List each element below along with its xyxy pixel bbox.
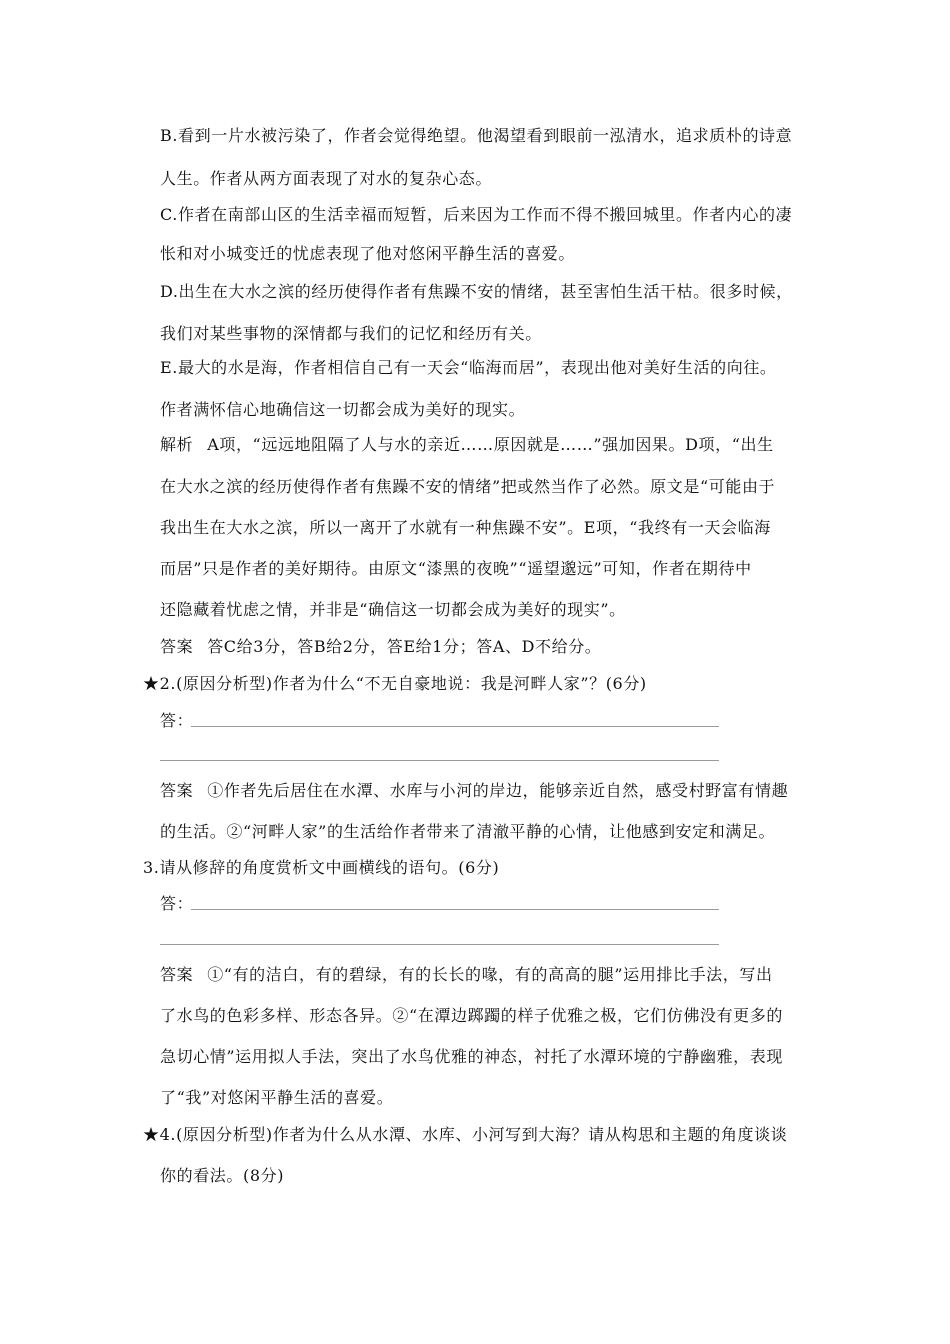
answer-label: 答案 xyxy=(160,965,194,984)
option-e-line-2: 作者满怀信心地确信这一切都会成为美好的现实。 xyxy=(160,400,526,419)
question-4-line-2: 你的看法。(8分) xyxy=(160,1166,285,1185)
option-b-line-2: 人生。作者从两方面表现了对水的复杂心态。 xyxy=(160,169,493,188)
option-c-line-1: C.作者在南部山区的生活幸福而短暂，后来因为工作而不得不搬回城里。作者内心的凄 xyxy=(160,205,793,224)
q3-answer-prompt: 答： xyxy=(160,894,194,913)
option-d-line-1: D.出生在大水之滨的经历使得作者有焦躁不安的情绪，甚至害怕生活干枯。很多时候， xyxy=(160,282,793,301)
q3-answer-blank-1 xyxy=(191,909,719,910)
q3-answer-line-2: 了水鸟的色彩多样、形态各异。②“在潭边踯躅的样子优雅之极，它们仿佛没有更多的 xyxy=(160,1006,783,1025)
question-2: ★2.(原因分析型)作者为什么“不无自豪地说：我是河畔人家”？(6分) xyxy=(143,674,647,693)
answer-label: 答案 xyxy=(160,637,194,656)
question-3: 3.请从修辞的角度赏析文中画横线的语句。(6分) xyxy=(143,858,500,877)
q3-answer-line-3: 急切心情”运用拟人手法，突出了水鸟优雅的神态，衬托了水潭环境的宁静幽雅，表现 xyxy=(160,1047,783,1066)
option-b-line-1: B.看到一片水被污染了，作者会觉得绝望。他渴望看到眼前一泓清水，追求质朴的诗意 xyxy=(160,126,793,145)
q2-answer-prompt: 答： xyxy=(160,711,194,730)
analysis-label: 解析 xyxy=(160,435,194,454)
analysis-line-1 xyxy=(160,434,774,456)
analysis-line-4: 而居”只是作者的美好期待。由原文“漆黑的夜晚”“遥望邈远”可知，作者在期待中 xyxy=(160,559,752,578)
q2-answer-line-2: 的生活。②“河畔人家”的生活给作者带来了清澈平静的心情，让他感到安定和满足。 xyxy=(160,822,776,841)
option-d-line-2: 我们对某些事物的深情都与我们的记忆和经历有关。 xyxy=(160,324,542,343)
option-c-line-2: 怅和对小城变迁的忧虑表现了他对悠闲平静生活的喜爱。 xyxy=(160,244,576,263)
answer-text: 答C给3分，答B给2分，答E给1分；答A、D不给分。 xyxy=(207,637,602,656)
option-e-line-1: E.最大的水是海，作者相信自己有一天会“临海而居”，表现出他对美好生活的向往。 xyxy=(160,358,777,377)
q3-answer-blank-2 xyxy=(160,944,719,945)
question-4-line-1: ★4.(原因分析型)作者为什么从水潭、水库、小河写到大海？请从构思和主题的角度谈谈 xyxy=(143,1125,788,1144)
answer-text: ①作者先后居住在水潭、水库与小河的岸边，能够亲近自然，感受村野富有情趣 xyxy=(207,781,789,800)
answer-text: ①“有的洁白，有的碧绿，有的长长的喙，有的高高的腿”运用排比手法，写出 xyxy=(207,965,773,984)
analysis-line-5: 还隐藏着忧虑之情，并非是“确信这一切都会成为美好的现实”。 xyxy=(160,600,626,619)
q2-answer-line-1 xyxy=(160,780,788,802)
q3-answer-line-4: 了“我”对悠闲平静生活的喜爱。 xyxy=(160,1088,394,1107)
analysis-line-2: 在大水之滨的经历使得作者有焦躁不安的情绪”把或然当作了必然。原文是“可能由于 xyxy=(160,477,776,496)
answer-label: 答案 xyxy=(160,781,194,800)
q3-answer-line-1 xyxy=(160,964,773,986)
analysis-line-3: 我出生在大水之滨，所以一离开了水就有一种焦躁不安”。E项，“我终有一天会临海 xyxy=(160,518,771,537)
q2-answer-blank-1 xyxy=(191,726,719,727)
q2-answer-blank-2 xyxy=(160,760,719,761)
q1-answer xyxy=(160,636,601,658)
analysis-text: A项，“远远地阻隔了人与水的亲近……原因就是……”强加因果。D项，“出生 xyxy=(207,435,774,454)
